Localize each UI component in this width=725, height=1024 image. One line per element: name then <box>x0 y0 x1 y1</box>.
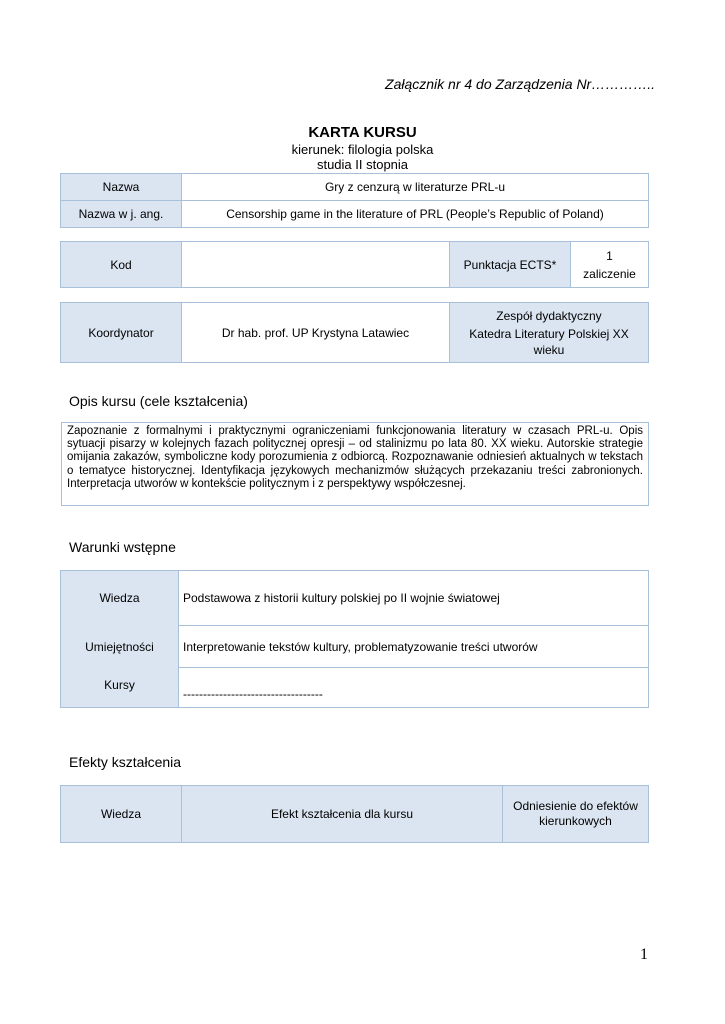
name-en-value: Censorship game in the literature of PRL (People’s Republic of Poland) <box>182 201 649 228</box>
annex-note: Załącznik nr 4 do Zarządzenia Nr………….. <box>385 76 655 92</box>
prereq-courses-value: ----------------------------------- <box>179 668 649 708</box>
team-label: Zespół dydaktyczny <box>496 308 602 323</box>
prereq-skills-label: Umiejętności <box>61 626 179 668</box>
code-ects-table <box>60 241 649 288</box>
prerequisites-table <box>60 570 649 708</box>
coordinator-value: Dr hab. prof. UP Krystyna Latawiec <box>182 303 450 363</box>
ects-value: 1 <box>606 248 613 263</box>
ects-label: Punktacja ECTS* <box>450 242 571 288</box>
ects-note: zaliczenie <box>583 266 636 281</box>
outcomes-col-effect: Efekt kształcenia dla kursu <box>182 786 503 843</box>
team-cell <box>450 303 649 363</box>
prereq-courses-label: Kursy <box>61 668 179 708</box>
prereq-knowledge-label: Wiedza <box>61 571 179 626</box>
prerequisites-heading: Warunki wstępne <box>69 539 176 555</box>
description-heading: Opis kursu (cele kształcenia) <box>69 393 248 409</box>
page-number: 1 <box>640 946 648 963</box>
field-of-study: kierunek: filologia polska <box>291 142 434 157</box>
prereq-skills-value: Interpretowanie tekstów kultury, problematyzowanie treści utworów <box>179 626 649 668</box>
code-label: Kod <box>61 242 182 288</box>
name-en-label: Nazwa w j. ang. <box>61 201 182 228</box>
outcomes-table <box>60 785 649 843</box>
outcomes-col-reference: Odniesienie do efektów kierunkowych <box>503 786 649 843</box>
coordinator-label: Koordynator <box>61 303 182 363</box>
name-label: Nazwa <box>61 174 182 201</box>
prereq-knowledge-value: Podstawowa z historii kultury polskiej po II wojnie światowej <box>179 571 649 626</box>
description-text: Zapoznanie z formalnymi i praktycznymi ograniczeniami funkcjonowania literatury w czasach PRL-u. Opis sytuacji pisarzy w kolejnych fazach politycznej opresji – od stalinizmu po lata 80. XX wieku. Autorskie strategie omijania zakazów, symboliczne kody porozumienia z odbiorcą. Rozpoznawanie odniesień aktualnych w tekstach o tematyce historycznej. Identyfikacja językowych mechanizmów służących przekazaniu treści zabronionych. Interpretacja utworów w kontekście politycznym i z perspektywy współczesnej. <box>61 422 649 506</box>
name-value: Gry z cenzurą w literaturze PRL-u <box>182 174 649 201</box>
team-value: Katedra Literatury Polskiej XX wieku <box>469 326 629 357</box>
outcomes-col-knowledge: Wiedza <box>61 786 182 843</box>
code-value <box>182 242 450 288</box>
page-title: KARTA KURSU <box>308 124 417 141</box>
course-name-table <box>60 173 649 228</box>
coordinator-table <box>60 302 649 363</box>
ects-cell <box>571 242 649 288</box>
study-level: studia II stopnia <box>316 157 409 172</box>
outcomes-heading: Efekty kształcenia <box>69 754 182 770</box>
